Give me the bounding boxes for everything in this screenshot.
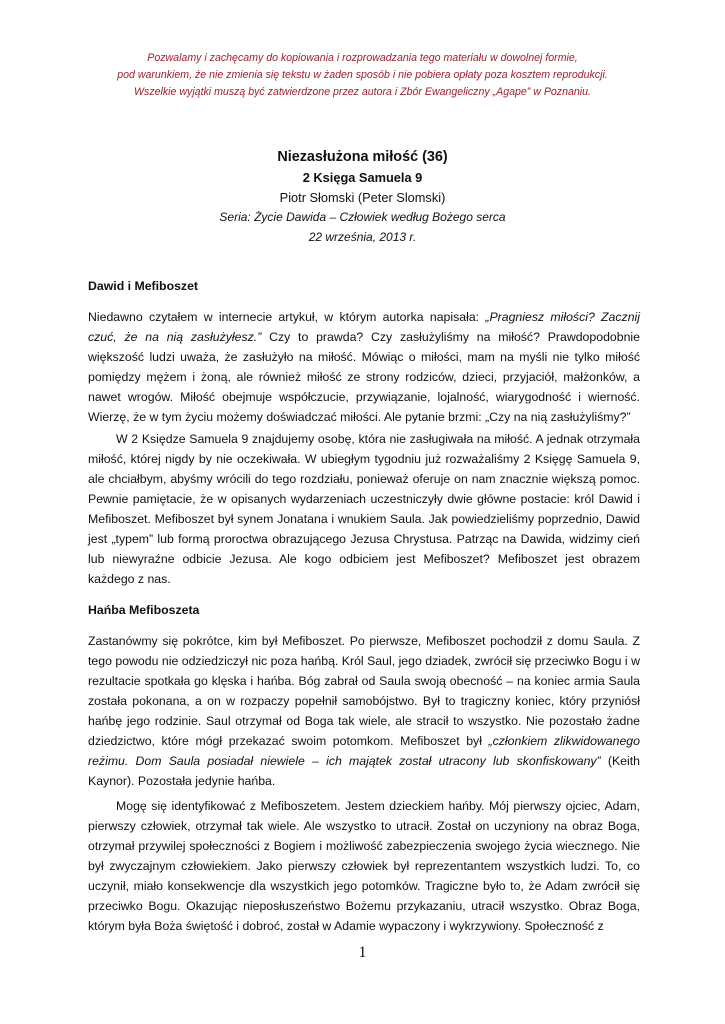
copyright-notice: [60, 50, 665, 101]
quote-text: „członkiem zlikwidowanego reżimu. Dom Saula posiadał niewiele – ich majątek został utracony lub skonfiskowany”: [88, 734, 640, 768]
sermon-date: 22 września, 2013 r.: [308, 230, 417, 244]
section-hanba-mefiboszeta: [88, 600, 640, 936]
paragraph: W 2 Księdze Samuela 9 znajdujemy osobę, która nie zasługiwała na miłość. A jednak otrzymała miłość, której nigdy by nie oczekiwała. W ubiegłym tygodniu już rozważaliśmy 2 Księgę Samuela 9, ale chciałbym, abyśmy wrócili do tego rozdziału, ponieważ oferuje on nam znacznie większą pomoc. Pewnie pamiętacie, że w opisanych wydarzeniach uczestniczyły dwie główne postacie: król Dawid i Mefiboszet. Mefiboszet był synem Jonatana i wnukiem Saula. Jak powiedzieliśmy poprzednio, Dawid jest „typem” lub formą proroctwa obrazującego Jezusa Chrystusa. Patrząc na Dawida, widzimy cień lub niewyraźne odbicie Jezusa. Ale kogo odbiciem jest Mefiboszet? Mefiboszet jest obrazem każdego z nas.: [88, 432, 640, 586]
section-heading: Hańba Mefiboszeta: [88, 603, 200, 617]
sermon-header: [60, 147, 665, 247]
notice-line-3: Wszelkie wyjątki muszą być zatwierdzone przez autora i Zbór Ewangeliczny „Agape” w Poznaniu.: [134, 86, 591, 98]
paragraph: [88, 631, 640, 791]
notice-line-2: pod warunkiem, że nie zmienia się tekstu w żaden sposób i nie pobiera opłaty poza kosztem reprodukcji.: [117, 69, 608, 81]
quote-text: „Pragniesz miłości? Zacznij czuć, że na nią zasłużyłesz.”: [88, 310, 640, 344]
sermon-title: Niezasłużona miłość (36): [277, 149, 448, 165]
paragraph: Mogę się identyfikować z Mefiboszetem. Jestem dzieckiem hańby. Mój pierwszy ojciec, Adam, pierwszy człowiek, otrzymał tak wiele. Ale wszystko to utracił. Został on uczyniony na obraz Boga, otrzymał przywilej społeczności z Bogiem i możliwość zabezpieczenia swojego życia wiecznego. Nie był zwyczajnym człowiekiem. Jako pierwszy człowiek był reprezentantem wszystkich ludzi. To, co uczynił, miało konsekwencje dla wszystkich jego potomków. Tragiczne było to, że Adam zwrócił się przeciwko Bogu. Okazując nieposłuszeństwo Bożemu przykazaniu, utracił wszystko. Obraz Boga, którym była Boża świętość i dobroć, został w Adamie wypaczony i wykrzywiony. Społeczność z: [88, 799, 640, 933]
series-name: Seria: Życie Dawida – Człowiek według Bożego serca: [219, 210, 506, 224]
author-name: Piotr Słomski (Peter Slomski): [279, 190, 446, 205]
notice-line-1: Pozwalamy i zachęcamy do kopiowania i rozprowadzania tego materiału w dowolnej formie,: [147, 52, 578, 64]
paragraph-text: (Keith Kaynor). Pozostała jedynie hańba.: [88, 754, 641, 788]
paragraph-text: Zastanówmy się pokrótce, kim był Mefiboszet. Po pierwsze, Mefiboszet pochodził z domu Saula. Z tego powodu nie odziedziczył nic poza hańbą. Król Saul, jego dziadek, zwrócił się przeciwko Bogu i w rezultacie spotkała go klęska i hańba. Bóg zabrał od Saula swoją obecność – na koniec armia Saula została pokonana, a on w rozpaczy popełnił samobójstwo. Był to tragiczny koniec, który przyniósł hańbę jego rodzinie. Saul otrzymał od Boga tak wiele, ale stracił to wszystko. Nie pozostało żadne dziedzictwo, które mógł przekazać swoim potomkom. Mefiboszet był: [88, 634, 640, 748]
section-dawid-i-mefiboszet: [88, 276, 640, 589]
scripture-reference: 2 Księga Samuela 9: [302, 170, 423, 185]
page-number: 1: [358, 944, 367, 961]
paragraph-text: Czy to prawda? Czy zasłużyliśmy na miłość? Prawdopodobnie większość ludzi uważa, że zasłużyło na miłość. Mówiąc o miłości, mam na myśli nie tylko miłość pomiędzy mężem i żoną, ale również miłość ze strony rodziców, dzieci, przyjaciół, małżonków, a nawet wrogów. Miłość obejmuje współczucie, przywiązanie, lojalność, wiarygodność i wierność. Wierzę, że w tym życiu możemy doświadczać miłości. Ale pytanie brzmi: „Czy na nią zasłużyliśmy?”: [88, 330, 641, 424]
section-heading: Dawid i Mefiboszet: [88, 279, 198, 293]
paragraph: [88, 307, 640, 427]
paragraph-text: Niedawno czytałem w internecie artykuł, w którym autorka napisała:: [88, 310, 486, 324]
